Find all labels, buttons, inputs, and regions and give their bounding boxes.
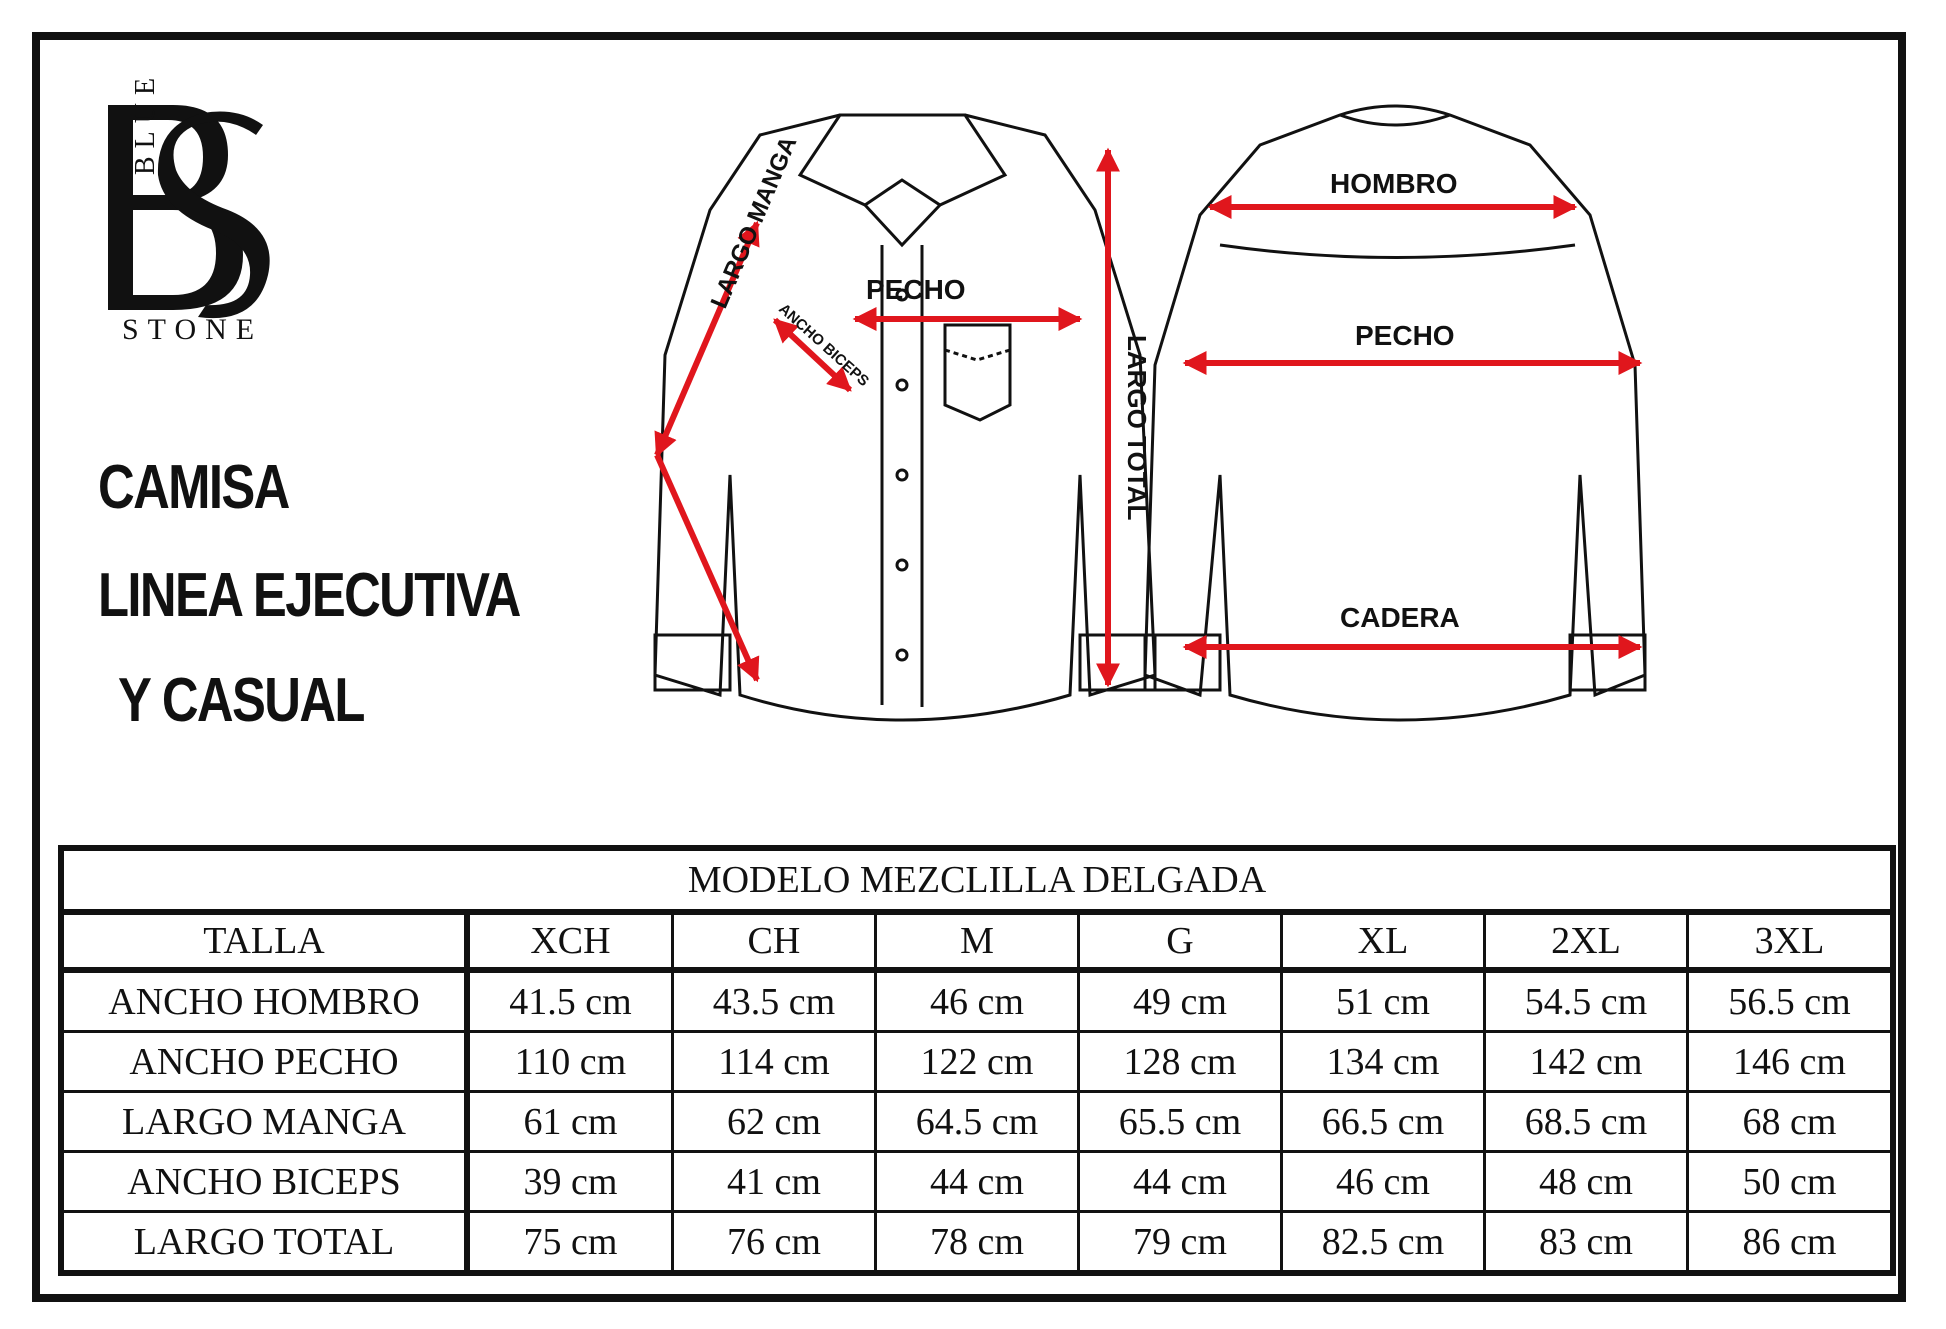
row-label: ANCHO HOMBRO (61, 970, 467, 1032)
table-cell: 83 cm (1485, 1212, 1688, 1274)
shirt-diagram (640, 95, 1880, 735)
table-cell: 51 cm (1281, 970, 1484, 1032)
row-label: ANCHO PECHO (61, 1032, 467, 1092)
table-cell: 54.5 cm (1485, 970, 1688, 1032)
table-row (61, 1152, 1893, 1212)
brand-bottom-text: STONE (122, 313, 264, 346)
table-row (61, 1032, 1893, 1092)
table-cell: 68.5 cm (1485, 1092, 1688, 1152)
title-line-2: LINEA EJECUTIVA (98, 561, 520, 630)
table-cell: 43.5 cm (672, 970, 875, 1032)
header-cell: XL (1281, 912, 1484, 970)
table-header-row (61, 912, 1893, 970)
header-cell: M (875, 912, 1078, 970)
table-cell: 49 cm (1078, 970, 1281, 1032)
table-cell: 75 cm (467, 1212, 672, 1274)
title-line-1: CAMISA (98, 453, 289, 522)
header-cell: 2XL (1485, 912, 1688, 970)
row-label: LARGO MANGA (61, 1092, 467, 1152)
table-row (61, 970, 1893, 1032)
table-cell: 56.5 cm (1688, 970, 1893, 1032)
table-cell: 50 cm (1688, 1152, 1893, 1212)
table-cell: 66.5 cm (1281, 1092, 1484, 1152)
table-cell: 41.5 cm (467, 970, 672, 1032)
table-cell: 146 cm (1688, 1032, 1893, 1092)
title-line-3: Y CASUAL (118, 666, 364, 735)
header-cell: G (1078, 912, 1281, 970)
header-cell: TALLA (61, 912, 467, 970)
table-cell: 86 cm (1688, 1212, 1893, 1274)
table-cell: 79 cm (1078, 1212, 1281, 1274)
table-cell: 62 cm (672, 1092, 875, 1152)
label-biceps: ANCHO BICEPS (775, 300, 873, 390)
table-cell: 82.5 cm (1281, 1212, 1484, 1274)
row-label: LARGO TOTAL (61, 1212, 467, 1274)
table-cell: 78 cm (875, 1212, 1078, 1274)
table-cell: 41 cm (672, 1152, 875, 1212)
table-cell: 65.5 cm (1078, 1092, 1281, 1152)
table-cell: 44 cm (1078, 1152, 1281, 1212)
header-cell: CH (672, 912, 875, 970)
header-cell: XCH (467, 912, 672, 970)
table-cell: 48 cm (1485, 1152, 1688, 1212)
table-row (61, 1092, 1893, 1152)
label-total-length: LARGO TOTAL (1122, 335, 1152, 521)
table-cell: 68 cm (1688, 1092, 1893, 1152)
table-cell: 76 cm (672, 1212, 875, 1274)
table-cell: 44 cm (875, 1152, 1078, 1212)
table-cell: 46 cm (1281, 1152, 1484, 1212)
table-cell: 134 cm (1281, 1032, 1484, 1092)
table-cell: 114 cm (672, 1032, 875, 1092)
table-cell: 64.5 cm (875, 1092, 1078, 1152)
table-cell: 46 cm (875, 970, 1078, 1032)
table-model-title: MODELO MEZCLILLA DELGADA (61, 848, 1893, 912)
table-row (61, 1212, 1893, 1274)
table-cell: 128 cm (1078, 1032, 1281, 1092)
sleeve-length-arrow-lower (657, 455, 757, 680)
brand-logo (78, 69, 298, 355)
table-cell: 110 cm (467, 1032, 672, 1092)
row-label: ANCHO BICEPS (61, 1152, 467, 1212)
label-sleeve-length: LARGO MANGA (705, 132, 803, 313)
front-shirt-outline (655, 115, 1155, 720)
table-cell: 142 cm (1485, 1032, 1688, 1092)
label-front-chest: PECHO (866, 274, 966, 305)
table-cell: 122 cm (875, 1032, 1078, 1092)
label-back-chest: PECHO (1355, 320, 1455, 351)
size-table (58, 845, 1896, 1276)
brand-top-text: BLUE (130, 69, 161, 175)
table-cell: 39 cm (467, 1152, 672, 1212)
header-cell: 3XL (1688, 912, 1893, 970)
label-hip: CADERA (1340, 602, 1460, 633)
label-shoulder: HOMBRO (1330, 168, 1458, 199)
table-cell: 61 cm (467, 1092, 672, 1152)
